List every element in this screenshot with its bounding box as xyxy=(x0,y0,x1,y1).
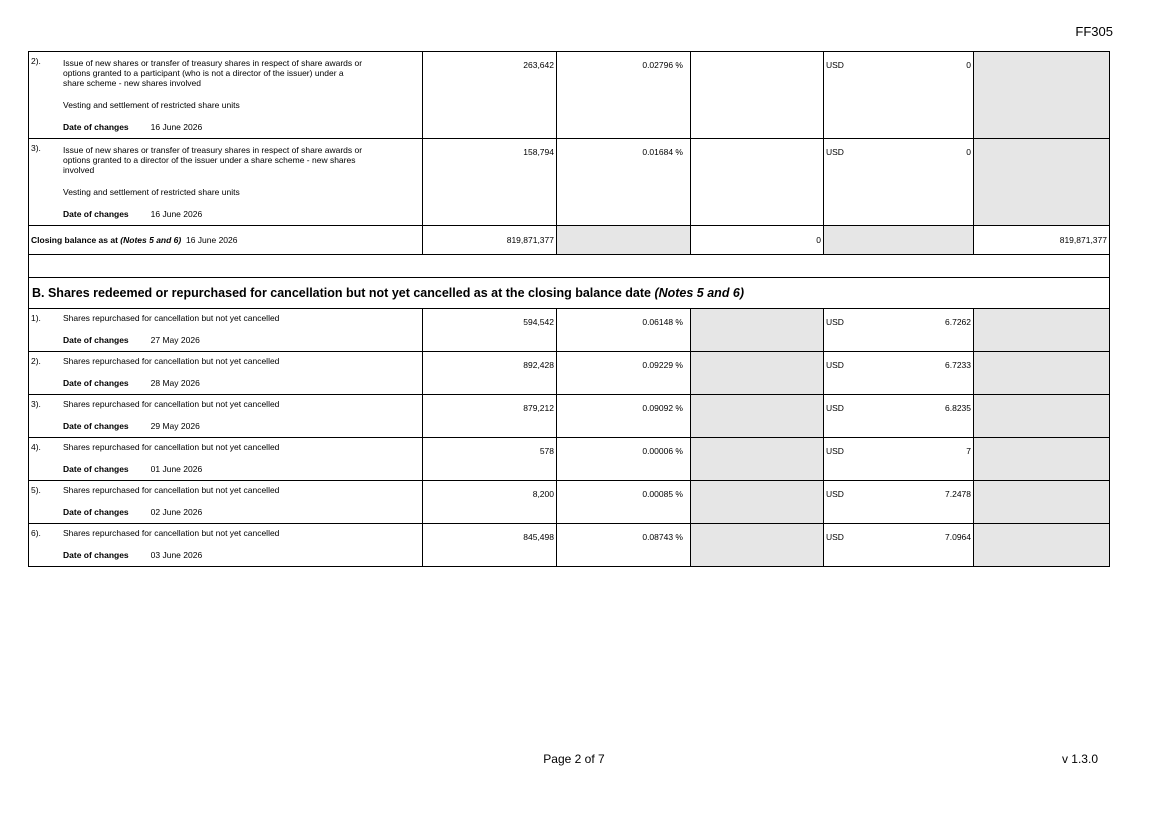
shaded-cell xyxy=(974,52,1110,139)
shaded-cell xyxy=(974,309,1110,352)
date-value: 29 May 2026 xyxy=(150,421,200,431)
date-label: Date of changes xyxy=(63,335,129,345)
row-description-cell xyxy=(29,481,423,524)
row-description-cell xyxy=(29,309,423,352)
shaded-cell xyxy=(691,352,824,395)
currency: USD xyxy=(826,60,844,70)
row-index: 2). xyxy=(31,56,41,66)
shares-cell: 879,212 xyxy=(423,395,557,438)
spacer-cell xyxy=(29,255,1110,278)
price-amount: 7 xyxy=(966,446,971,456)
closing-balance-label-cell xyxy=(29,226,423,255)
price-amount: 7.0964 xyxy=(945,532,971,542)
percentage-cell: 0.06148 % xyxy=(557,309,691,352)
row-description: Issue of new shares or transfer of treasury shares in respect of share awards or options granted to a participant (who is not a director of the issuer) under a share scheme - new shares involved xyxy=(63,58,363,88)
percentage-cell: 0.00085 % xyxy=(557,481,691,524)
price-amount: 0 xyxy=(966,147,971,157)
currency: USD xyxy=(826,532,844,542)
percentage-cell: 0.00006 % xyxy=(557,438,691,481)
row-description: Shares repurchased for cancellation but not yet cancelled xyxy=(63,356,280,366)
section-b-header-row xyxy=(29,278,1110,309)
date-label: Date of changes xyxy=(63,122,129,132)
row-description-cell xyxy=(29,438,423,481)
spacer-row xyxy=(29,255,1110,278)
table-row xyxy=(29,395,1110,438)
currency: USD xyxy=(826,489,844,499)
date-label: Date of changes xyxy=(63,378,129,388)
row-description: Shares repurchased for cancellation but not yet cancelled xyxy=(63,399,280,409)
date-value: 16 June 2026 xyxy=(150,122,203,132)
percentage-cell: 0.09092 % xyxy=(557,395,691,438)
section-b-notes: (Notes 5 and 6) xyxy=(654,286,745,300)
section-b-title xyxy=(29,278,1110,309)
shaded-cell xyxy=(691,438,824,481)
row-description-cell xyxy=(29,352,423,395)
currency: USD xyxy=(826,403,844,413)
shaded-cell xyxy=(974,139,1110,226)
date-label: Date of changes xyxy=(63,421,129,431)
empty-cell xyxy=(691,139,824,226)
price-amount: 0 xyxy=(966,60,971,70)
currency: USD xyxy=(826,317,844,327)
row-description: Issue of new shares or transfer of treasury shares in respect of share awards or options granted to a director of the issuer under a share scheme - new shares involved xyxy=(63,145,363,175)
shaded-cell xyxy=(974,395,1110,438)
row-description: Shares repurchased for cancellation but not yet cancelled xyxy=(63,313,280,323)
price-cell xyxy=(824,309,974,352)
row-date-line xyxy=(29,538,422,566)
shares-cell: 845,498 xyxy=(423,524,557,567)
row-description-cell xyxy=(29,139,423,226)
date-value: 28 May 2026 xyxy=(150,378,200,388)
table-row xyxy=(29,438,1110,481)
shaded-cell xyxy=(974,524,1110,567)
price-cell xyxy=(824,52,974,139)
row-date-line xyxy=(29,495,422,523)
currency: USD xyxy=(826,446,844,456)
empty-cell xyxy=(691,52,824,139)
page-number: Page 2 of 7 xyxy=(543,752,605,766)
shaded-cell xyxy=(691,524,824,567)
closing-treasury: 0 xyxy=(691,226,824,255)
table-row xyxy=(29,524,1110,567)
percentage-cell: 0.02796 % xyxy=(557,52,691,139)
price-cell xyxy=(824,524,974,567)
shaded-cell xyxy=(974,481,1110,524)
price-amount: 6.8235 xyxy=(945,403,971,413)
date-label: Date of changes xyxy=(63,507,129,517)
date-value: 27 May 2026 xyxy=(150,335,200,345)
table-row xyxy=(29,139,1110,226)
section-b-title-text: B. Shares redeemed or repurchased for cancellation but not yet cancelled as at the closing balance date xyxy=(32,286,651,300)
closing-shares: 819,871,377 xyxy=(423,226,557,255)
price-cell xyxy=(824,438,974,481)
row-description: Shares repurchased for cancellation but not yet cancelled xyxy=(63,442,280,452)
row-date-line xyxy=(29,409,422,437)
row-index: 2). xyxy=(31,356,41,366)
row-date-line xyxy=(29,366,422,394)
closing-balance-row xyxy=(29,226,1110,255)
percentage-cell: 0.09229 % xyxy=(557,352,691,395)
shares-cell: 8,200 xyxy=(423,481,557,524)
row-index: 4). xyxy=(31,442,41,452)
shaded-cell xyxy=(691,481,824,524)
row-date-line xyxy=(29,452,422,480)
shares-cell: 158,794 xyxy=(423,139,557,226)
shaded-cell xyxy=(691,395,824,438)
share-movement-table xyxy=(28,51,1110,567)
table-row xyxy=(29,309,1110,352)
closing-total: 819,871,377 xyxy=(974,226,1110,255)
date-label: Date of changes xyxy=(63,550,129,560)
shaded-cell xyxy=(974,438,1110,481)
percentage-cell: 0.08743 % xyxy=(557,524,691,567)
price-amount: 7.2478 xyxy=(945,489,971,499)
row-index: 3). xyxy=(31,399,41,409)
closing-label: Closing balance as at xyxy=(31,235,118,245)
shares-cell: 594,542 xyxy=(423,309,557,352)
form-version: v 1.3.0 xyxy=(1061,752,1098,766)
row-description-cell xyxy=(29,395,423,438)
share-movement-sheet xyxy=(28,51,1109,567)
row-date-line xyxy=(29,323,422,351)
shares-cell: 892,428 xyxy=(423,352,557,395)
form-code: FF305 xyxy=(1075,24,1113,39)
table-row xyxy=(29,481,1110,524)
price-cell xyxy=(824,352,974,395)
closing-date: 16 June 2026 xyxy=(185,235,238,245)
currency: USD xyxy=(826,147,844,157)
row-description: Shares repurchased for cancellation but not yet cancelled xyxy=(63,528,280,538)
date-value: 03 June 2026 xyxy=(150,550,203,560)
row-index: 5). xyxy=(31,485,41,495)
date-label: Date of changes xyxy=(63,209,129,219)
table-row xyxy=(29,352,1110,395)
price-amount: 6.7262 xyxy=(945,317,971,327)
price-cell xyxy=(824,139,974,226)
row-index: 3). xyxy=(31,143,41,153)
shaded-cell xyxy=(691,309,824,352)
shaded-cell xyxy=(974,352,1110,395)
price-cell xyxy=(824,481,974,524)
row-date-line xyxy=(29,110,422,138)
row-sub-description: Vesting and settlement of restricted share units xyxy=(63,100,240,110)
shares-cell: 263,642 xyxy=(423,52,557,139)
shaded-cell xyxy=(557,226,691,255)
percentage-cell: 0.01684 % xyxy=(557,139,691,226)
table-row xyxy=(29,52,1110,139)
row-index: 6). xyxy=(31,528,41,538)
shaded-cell xyxy=(824,226,974,255)
row-index: 1). xyxy=(31,313,41,323)
date-label: Date of changes xyxy=(63,464,129,474)
closing-notes: (Notes 5 and 6) xyxy=(120,235,182,245)
row-description: Shares repurchased for cancellation but not yet cancelled xyxy=(63,485,280,495)
currency: USD xyxy=(826,360,844,370)
date-value: 01 June 2026 xyxy=(150,464,203,474)
shares-cell: 578 xyxy=(423,438,557,481)
row-date-line xyxy=(29,197,422,225)
price-amount: 6.7233 xyxy=(945,360,971,370)
row-description-cell xyxy=(29,52,423,139)
row-sub-description: Vesting and settlement of restricted share units xyxy=(63,187,240,197)
date-value: 16 June 2026 xyxy=(150,209,203,219)
date-value: 02 June 2026 xyxy=(150,507,203,517)
row-description-cell xyxy=(29,524,423,567)
price-cell xyxy=(824,395,974,438)
